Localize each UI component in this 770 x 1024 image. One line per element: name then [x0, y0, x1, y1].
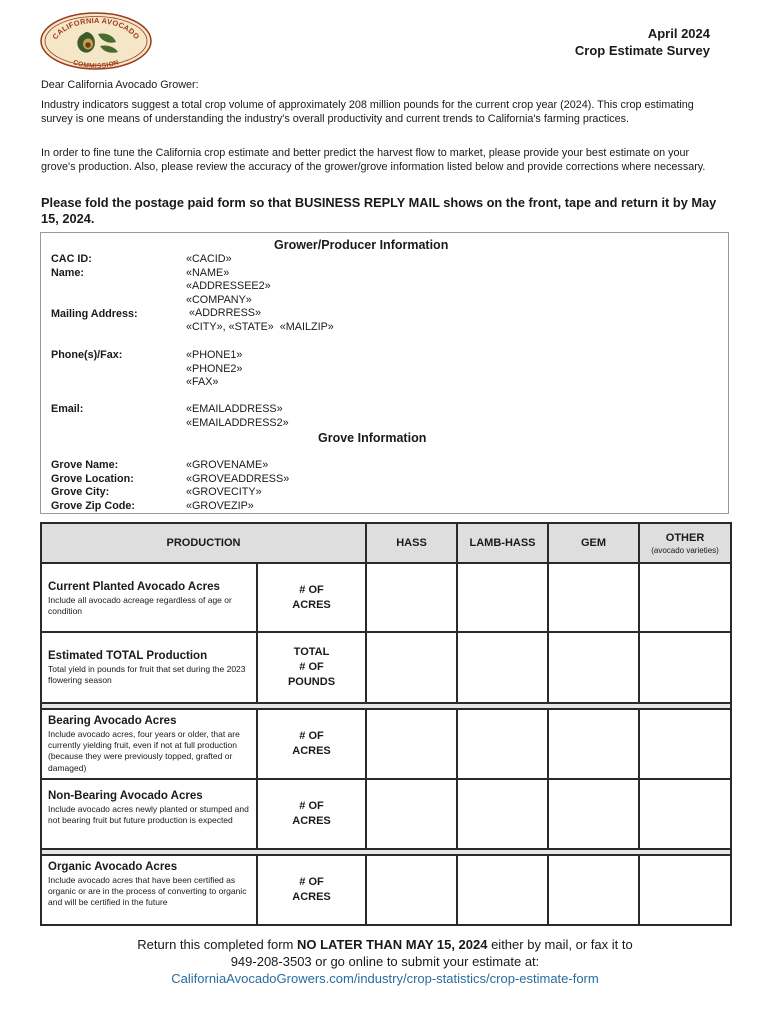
- gem-entry-cell[interactable]: [548, 709, 639, 779]
- row-description: [41, 779, 257, 849]
- table-row: [41, 632, 731, 703]
- california-avocado-commission-logo: [40, 12, 152, 70]
- row-title: Estimated TOTAL Production: [48, 650, 208, 662]
- other-header: [639, 523, 731, 563]
- grove-name-value: «GROVENAME»: [186, 459, 269, 471]
- email-label: Email:: [51, 403, 84, 415]
- mailing-address-value: «ADDRRESS»: [186, 307, 262, 319]
- grove-zip-label: Grove Zip Code:: [51, 499, 135, 512]
- row-description: [41, 709, 257, 779]
- name-label: Name:: [51, 266, 85, 279]
- table-row: [41, 709, 731, 779]
- grove-city-value: «GROVECITY»: [186, 486, 262, 498]
- production-table: [40, 522, 732, 926]
- gem-header: GEM: [548, 523, 639, 563]
- survey-header: [575, 25, 710, 59]
- crop-estimate-form-link[interactable]: CaliforniaAvocadoGrowers.com/industry/crop-statistics/crop-estimate-form: [171, 971, 599, 986]
- row-title: Current Planted Avocado Acres: [48, 581, 220, 593]
- row-subtitle: Include avocado acres newly planted or stumped and not bearing fruit but future production is expected: [48, 804, 249, 826]
- intro-paragraph: Industry indicators suggest a total crop volume of approximately 208 million pounds for the current crop year (2024). This crop estimating survey is one means of understanding the industry's overall productivity and current trends to California's farming practices.: [41, 99, 694, 125]
- phone1-value: «PHONE1»: [186, 349, 243, 361]
- cac-id-label: CAC ID:: [51, 253, 92, 265]
- row-title: Bearing Avocado Acres: [48, 715, 177, 727]
- email1-value: «EMAILADDRESS»: [186, 403, 283, 415]
- table-row: [41, 779, 731, 849]
- table-row: [41, 563, 731, 632]
- logo-graphic: [40, 12, 152, 70]
- salutation: Dear California Avocado Grower:: [41, 79, 199, 91]
- row-title: Non-Bearing Avocado Acres: [48, 790, 203, 802]
- phone2-value: «PHONE2»: [186, 362, 243, 375]
- addressee2-value: «ADDRESSEE2»: [186, 280, 271, 292]
- other-entry-cell[interactable]: [639, 563, 731, 632]
- other-header-label: OTHER: [665, 531, 705, 544]
- grove-info-title: Grove Information: [318, 431, 427, 445]
- hass-entry-cell[interactable]: [366, 709, 457, 779]
- grove-name-label: Grove Name:: [51, 459, 119, 471]
- cac-id-value: «CACID»: [186, 253, 232, 265]
- company-value: «COMPANY»: [186, 293, 252, 306]
- gem-entry-cell[interactable]: [548, 855, 639, 925]
- table-row: [41, 855, 731, 925]
- row-unit: TOTAL # OF POUNDS: [257, 632, 366, 703]
- row-subtitle: Include avocado acres that have been certified as organic or are in the process of converting to organic and will be certified in the future: [48, 875, 247, 908]
- gem-entry-cell[interactable]: [548, 632, 639, 703]
- row-description: [41, 855, 257, 925]
- grove-city-label: Grove City:: [51, 486, 110, 498]
- other-entry-cell[interactable]: [639, 632, 731, 703]
- other-entry-cell[interactable]: [639, 709, 731, 779]
- city-state-zip-value: «CITY», «STATE» «MAILZIP»: [186, 320, 334, 333]
- email2-value: «EMAILADDRESS2»: [186, 416, 289, 429]
- phone-fax-label: Phone(s)/Fax:: [51, 349, 123, 361]
- hass-entry-cell[interactable]: [366, 779, 457, 849]
- row-description: [41, 632, 257, 703]
- hass-entry-cell[interactable]: [366, 632, 457, 703]
- lamb-hass-header: LAMB-HASS: [457, 523, 548, 563]
- footer-line-1: [0, 936, 770, 953]
- row-unit: # OF ACRES: [257, 563, 366, 632]
- row-subtitle: Include all avocado acreage regardless of age or condition: [48, 595, 232, 617]
- mailing-address-label: Mailing Address:: [51, 308, 138, 320]
- footer-post: either by mail, or fax it to: [487, 937, 633, 952]
- hass-entry-cell[interactable]: [366, 563, 457, 632]
- grower-info-box: [40, 232, 729, 514]
- fax-value: «FAX»: [186, 376, 219, 388]
- row-description: [41, 563, 257, 632]
- other-entry-cell[interactable]: [639, 855, 731, 925]
- row-subtitle: Include avocado acres, four years or older, that are currently yielding fruit, even if not at full production (because they were previously topped, grafted or damaged): [48, 729, 240, 773]
- hass-header: HASS: [366, 523, 457, 563]
- logo-top-text: CALIFORNIA AVOCADO: [50, 15, 142, 42]
- gem-entry-cell[interactable]: [548, 779, 639, 849]
- survey-title: Crop Estimate Survey: [574, 43, 710, 58]
- lamb-hass-entry-cell[interactable]: [457, 709, 548, 779]
- lamb-hass-entry-cell[interactable]: [457, 779, 548, 849]
- hass-entry-cell[interactable]: [366, 855, 457, 925]
- row-unit: # OF ACRES: [257, 709, 366, 779]
- return-instruction: Please fold the postage paid form so that BUSINESS REPLY MAIL shows on the front, tape and return it by May 15, 2024.: [41, 195, 717, 226]
- table-header-row: [41, 523, 731, 563]
- other-entry-cell[interactable]: [639, 779, 731, 849]
- gem-entry-cell[interactable]: [548, 563, 639, 632]
- logo-bottom-text: COMMISSION: [71, 59, 121, 70]
- production-header: PRODUCTION: [41, 523, 366, 563]
- footer-pre: Return this completed form: [137, 937, 297, 952]
- row-title: Organic Avocado Acres: [48, 861, 178, 873]
- footer-deadline: NO LATER THAN MAY 15, 2024: [296, 937, 488, 952]
- return-footer: [0, 936, 770, 987]
- row-unit: # OF ACRES: [257, 779, 366, 849]
- footer-line-2: 949-208-3503 or go online to submit your estimate at:: [230, 954, 540, 969]
- grove-location-label: Grove Location:: [51, 472, 134, 485]
- lamb-hass-entry-cell[interactable]: [457, 632, 548, 703]
- lamb-hass-entry-cell[interactable]: [457, 855, 548, 925]
- instructions-paragraph: In order to fine tune the California crop estimate and better predict the harvest flow to market, please provide your best estimate on your grove's production. Also, please review the accuracy of the grower/grove information listed below and provide corrections where necessary.: [41, 147, 706, 173]
- row-subtitle: Total yield in pounds for fruit that set during the 2023 flowering season: [48, 664, 246, 686]
- grove-location-value: «GROVEADDRESS»: [186, 472, 290, 485]
- other-header-sub: (avocado varieties): [651, 545, 719, 555]
- row-unit: # OF ACRES: [257, 855, 366, 925]
- name-value: «NAME»: [186, 266, 230, 279]
- grove-zip-value: «GROVEZIP»: [186, 499, 254, 512]
- lamb-hass-entry-cell[interactable]: [457, 563, 548, 632]
- grower-info-title: Grower/Producer Information: [274, 238, 449, 252]
- survey-date: April 2024: [647, 26, 710, 41]
